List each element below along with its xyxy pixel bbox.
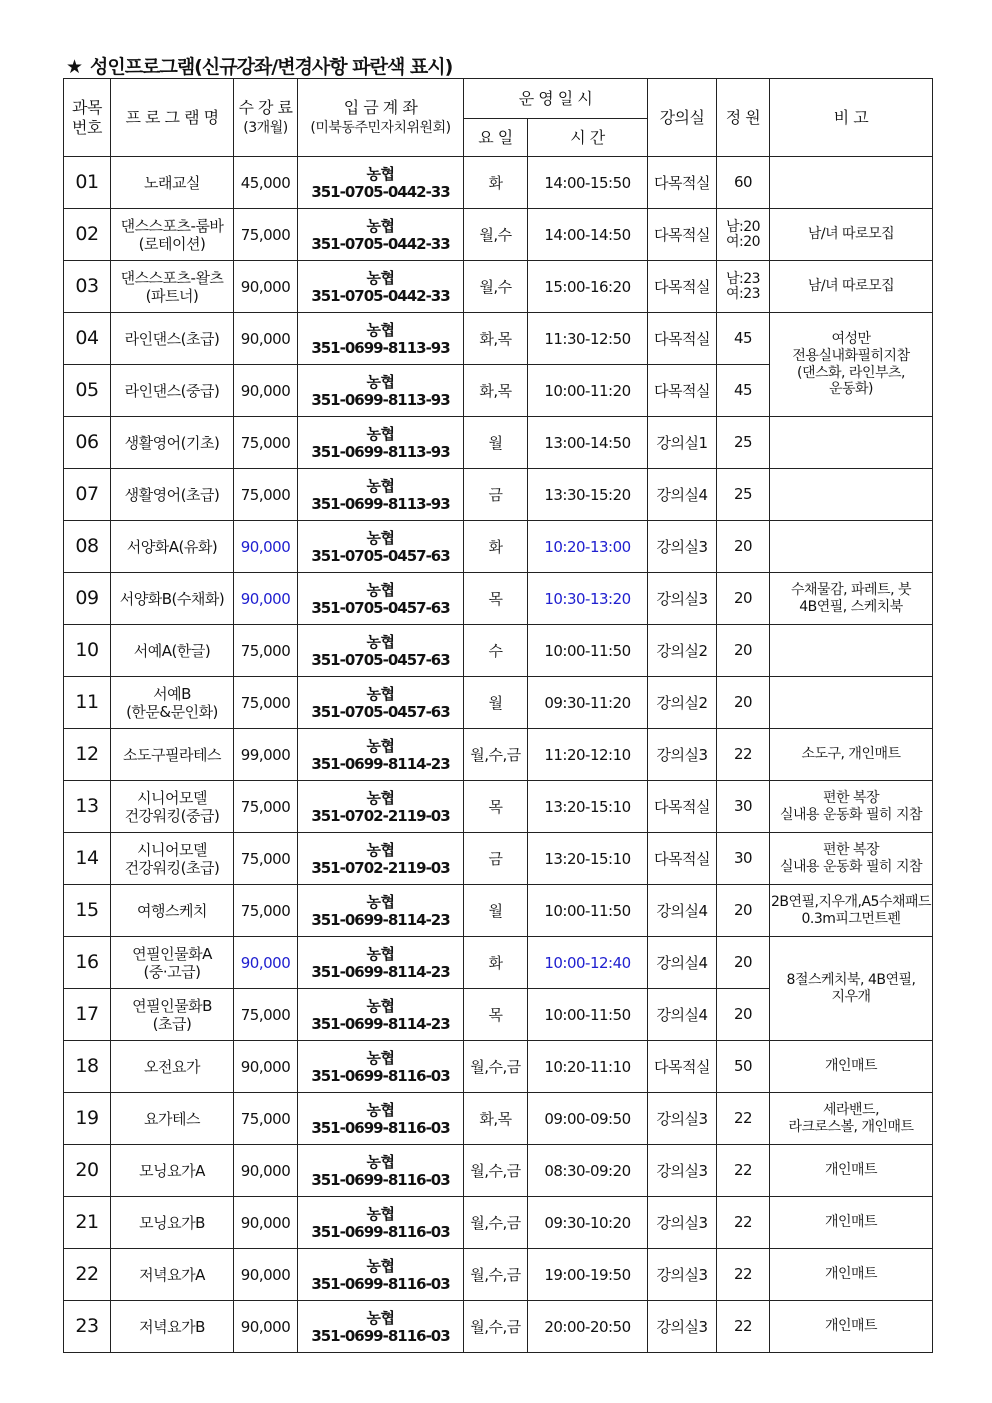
- note: 여성만 전용실내화필히지참 (댄스화, 라인부츠, 운동화): [770, 313, 933, 417]
- capacity: 20: [717, 937, 770, 989]
- account-number: 351-0699-8113-93: [311, 338, 450, 357]
- table-row: [64, 1197, 933, 1249]
- day: 월,수: [464, 209, 528, 261]
- capacity: 45: [717, 365, 770, 417]
- bank-name: 농협: [366, 840, 395, 859]
- account-number: 351-0699-8113-93: [311, 494, 450, 513]
- capacity: 20: [717, 521, 770, 573]
- table-row: [64, 469, 933, 521]
- note: 개인매트: [770, 1249, 933, 1301]
- note: 남/녀 따로모집: [770, 261, 933, 313]
- table-row: [64, 1249, 933, 1301]
- room: 강의실2: [648, 625, 717, 677]
- account: [298, 469, 464, 521]
- room: 다목적실: [648, 1041, 717, 1093]
- program-name: 요가테스: [111, 1093, 234, 1145]
- account-number: 351-0699-8116-03: [311, 1118, 450, 1137]
- capacity: 22: [717, 1145, 770, 1197]
- header-account: 입 금 계 좌 (미북동주민자치위원회): [298, 79, 464, 157]
- time: 13:30-15:20: [528, 469, 648, 521]
- room: 다목적실: [648, 157, 717, 209]
- bank-name: 농협: [366, 788, 395, 807]
- time: 09:30-10:20: [528, 1197, 648, 1249]
- capacity: 25: [717, 469, 770, 521]
- time: 10:00-12:40: [528, 937, 648, 989]
- room: 강의실3: [648, 1093, 717, 1145]
- account-number: 351-0702-2119-03: [311, 806, 450, 825]
- program-name: 라인댄스(초급): [111, 313, 234, 365]
- account: [298, 261, 464, 313]
- bank-name: 농협: [366, 736, 395, 755]
- program-name: 서양화A(유화): [111, 521, 234, 573]
- program-name: 노래교실: [111, 157, 234, 209]
- course-number: 08: [64, 521, 111, 573]
- room: 강의실4: [648, 989, 717, 1041]
- table-row: [64, 729, 933, 781]
- program-name: 모닝요가A: [111, 1145, 234, 1197]
- time: 10:00-11:20: [528, 365, 648, 417]
- note: [770, 521, 933, 573]
- account-number: 351-0699-8114-23: [311, 910, 450, 929]
- course-number: 19: [64, 1093, 111, 1145]
- bank-name: 농협: [366, 320, 395, 339]
- table-row: [64, 157, 933, 209]
- table-row: [64, 1093, 933, 1145]
- time: 11:20-12:10: [528, 729, 648, 781]
- note: 개인매트: [770, 1041, 933, 1093]
- day: 화: [464, 937, 528, 989]
- note: 남/녀 따로모집: [770, 209, 933, 261]
- account: [298, 157, 464, 209]
- program-name: 서예A(한글): [111, 625, 234, 677]
- account: [298, 209, 464, 261]
- capacity: 22: [717, 1301, 770, 1353]
- program-name: 모닝요가B: [111, 1197, 234, 1249]
- capacity: 60: [717, 157, 770, 209]
- program-name: 시니어모델 건강워킹(중급): [111, 781, 234, 833]
- bank-name: 농협: [366, 528, 395, 547]
- account: [298, 625, 464, 677]
- course-number: 06: [64, 417, 111, 469]
- account: [298, 1197, 464, 1249]
- account: [298, 365, 464, 417]
- day: 월,수,금: [464, 1249, 528, 1301]
- room: 다목적실: [648, 365, 717, 417]
- room: 강의실3: [648, 1301, 717, 1353]
- fee: 99,000: [234, 729, 298, 781]
- note: [770, 157, 933, 209]
- room: 강의실4: [648, 885, 717, 937]
- account-number: 351-0705-0457-63: [311, 598, 450, 617]
- table-row: [64, 521, 933, 573]
- bank-name: 농협: [366, 476, 395, 495]
- time: 11:30-12:50: [528, 313, 648, 365]
- capacity: 50: [717, 1041, 770, 1093]
- table-row: [64, 313, 933, 365]
- course-number: 12: [64, 729, 111, 781]
- star-icon: ★: [66, 56, 83, 78]
- day: 월,수,금: [464, 1301, 528, 1353]
- day: 월,수,금: [464, 1197, 528, 1249]
- account: [298, 1093, 464, 1145]
- table-row: [64, 573, 933, 625]
- room: 다목적실: [648, 261, 717, 313]
- time: 14:00-14:50: [528, 209, 648, 261]
- note: [770, 677, 933, 729]
- capacity: 남:23 여:23: [717, 261, 770, 313]
- course-number: 14: [64, 833, 111, 885]
- header-day: 요 일: [464, 119, 528, 157]
- program-name: 여행스케치: [111, 885, 234, 937]
- course-number: 10: [64, 625, 111, 677]
- room: 다목적실: [648, 833, 717, 885]
- room: 다목적실: [648, 781, 717, 833]
- bank-name: 농협: [366, 944, 395, 963]
- table-row: [64, 885, 933, 937]
- capacity: 20: [717, 989, 770, 1041]
- fee: 90,000: [234, 573, 298, 625]
- account: [298, 1145, 464, 1197]
- room: 다목적실: [648, 209, 717, 261]
- time: 10:00-11:50: [528, 885, 648, 937]
- program-name: 연필인물화B (초급): [111, 989, 234, 1041]
- capacity: 남:20 여:20: [717, 209, 770, 261]
- fee: 90,000: [234, 1197, 298, 1249]
- program-name: 라인댄스(중급): [111, 365, 234, 417]
- course-number: 13: [64, 781, 111, 833]
- day: 월,수,금: [464, 1145, 528, 1197]
- program-name: 저녁요가A: [111, 1249, 234, 1301]
- course-number: 09: [64, 573, 111, 625]
- account-number: 351-0705-0442-33: [311, 286, 450, 305]
- table-row: [64, 677, 933, 729]
- bank-name: 농협: [366, 1204, 395, 1223]
- day: 금: [464, 469, 528, 521]
- room: 강의실3: [648, 1145, 717, 1197]
- time: 15:00-16:20: [528, 261, 648, 313]
- room: 강의실3: [648, 729, 717, 781]
- note: 2B연필,지우개,A5수채패드 0.3m피그먼트펜: [770, 885, 933, 937]
- fee: 90,000: [234, 1145, 298, 1197]
- fee: 75,000: [234, 1093, 298, 1145]
- fee: 90,000: [234, 1041, 298, 1093]
- account: [298, 677, 464, 729]
- course-number: 15: [64, 885, 111, 937]
- capacity: 30: [717, 781, 770, 833]
- account-number: 351-0699-8114-23: [311, 962, 450, 981]
- time: 10:20-13:00: [528, 521, 648, 573]
- program-name: 서예B (한문&문인화): [111, 677, 234, 729]
- table-row: [64, 209, 933, 261]
- program-name: 연필인물화A (중·고급): [111, 937, 234, 989]
- table-row: [64, 417, 933, 469]
- account-number: 351-0705-0442-33: [311, 182, 450, 201]
- note: 수채물감, 파레트, 붓 4B연필, 스케치북: [770, 573, 933, 625]
- time: 10:20-11:10: [528, 1041, 648, 1093]
- header-time: 시 간: [528, 119, 648, 157]
- bank-name: 농협: [366, 1100, 395, 1119]
- program-name: 댄스스포츠-왈츠 (파트너): [111, 261, 234, 313]
- title-text: 성인프로그램(신규강좌/변경사항 파란색 표시): [90, 56, 453, 78]
- table-row: [64, 1301, 933, 1353]
- time: 09:30-11:20: [528, 677, 648, 729]
- room: 강의실3: [648, 521, 717, 573]
- header-name: 프 로 그 램 명: [111, 79, 234, 157]
- table-row: [64, 625, 933, 677]
- room: 강의실1: [648, 417, 717, 469]
- account: [298, 885, 464, 937]
- time: 10:30-13:20: [528, 573, 648, 625]
- bank-name: 농협: [366, 372, 395, 391]
- day: 월,수,금: [464, 729, 528, 781]
- day: 월: [464, 677, 528, 729]
- fee: 90,000: [234, 1249, 298, 1301]
- fee: 75,000: [234, 677, 298, 729]
- capacity: 20: [717, 885, 770, 937]
- header-fee: 수 강 료 (3개월): [234, 79, 298, 157]
- program-table: [63, 78, 933, 1353]
- page-title: [66, 52, 452, 79]
- course-number: 23: [64, 1301, 111, 1353]
- course-number: 03: [64, 261, 111, 313]
- bank-name: 농협: [366, 164, 395, 183]
- room: 강의실4: [648, 469, 717, 521]
- capacity: 20: [717, 625, 770, 677]
- note: 소도구, 개인매트: [770, 729, 933, 781]
- time: 13:00-14:50: [528, 417, 648, 469]
- account-number: 351-0699-8116-03: [311, 1326, 450, 1345]
- capacity: 22: [717, 1249, 770, 1301]
- room: 강의실2: [648, 677, 717, 729]
- note: [770, 417, 933, 469]
- header-room: 강의실: [648, 79, 717, 157]
- account: [298, 313, 464, 365]
- account-number: 351-0705-0442-33: [311, 234, 450, 253]
- capacity: 20: [717, 573, 770, 625]
- capacity: 30: [717, 833, 770, 885]
- fee: 75,000: [234, 885, 298, 937]
- course-number: 02: [64, 209, 111, 261]
- room: 강의실3: [648, 573, 717, 625]
- account: [298, 417, 464, 469]
- account: [298, 989, 464, 1041]
- account-number: 351-0699-8114-23: [311, 1014, 450, 1033]
- note: 편한 복장 실내용 운동화 필히 지참: [770, 781, 933, 833]
- day: 목: [464, 573, 528, 625]
- note: 세라밴드, 라크로스볼, 개인매트: [770, 1093, 933, 1145]
- course-number: 11: [64, 677, 111, 729]
- account-number: 351-0699-8116-03: [311, 1274, 450, 1293]
- bank-name: 농협: [366, 268, 395, 287]
- program-name: 생활영어(초급): [111, 469, 234, 521]
- account-number: 351-0699-8113-93: [311, 442, 450, 461]
- account: [298, 521, 464, 573]
- time: 14:00-15:50: [528, 157, 648, 209]
- time: 20:00-20:50: [528, 1301, 648, 1353]
- fee: 75,000: [234, 209, 298, 261]
- day: 목: [464, 989, 528, 1041]
- room: 강의실4: [648, 937, 717, 989]
- time: 13:20-15:10: [528, 833, 648, 885]
- account-number: 351-0699-8116-03: [311, 1170, 450, 1189]
- note: [770, 625, 933, 677]
- day: 화,목: [464, 313, 528, 365]
- course-number: 18: [64, 1041, 111, 1093]
- bank-name: 농협: [366, 996, 395, 1015]
- day: 월,수: [464, 261, 528, 313]
- account: [298, 833, 464, 885]
- bank-name: 농협: [366, 1152, 395, 1171]
- bank-name: 농협: [366, 216, 395, 235]
- account-number: 351-0705-0457-63: [311, 650, 450, 669]
- time: 10:00-11:50: [528, 989, 648, 1041]
- account: [298, 937, 464, 989]
- table-row: [64, 1041, 933, 1093]
- fee: 45,000: [234, 157, 298, 209]
- account: [298, 1249, 464, 1301]
- day: 화,목: [464, 1093, 528, 1145]
- account-number: 351-0705-0457-63: [311, 702, 450, 721]
- account-number: 351-0699-8113-93: [311, 390, 450, 409]
- course-number: 21: [64, 1197, 111, 1249]
- bank-name: 농협: [366, 684, 395, 703]
- day: 목: [464, 781, 528, 833]
- time: 19:00-19:50: [528, 1249, 648, 1301]
- course-number: 16: [64, 937, 111, 989]
- header-no: 과목 번호: [64, 79, 111, 157]
- capacity: 22: [717, 1197, 770, 1249]
- note: 8절스케치북, 4B연필, 지우개: [770, 937, 933, 1041]
- table-row: [64, 1145, 933, 1197]
- fee: 90,000: [234, 937, 298, 989]
- fee: 75,000: [234, 781, 298, 833]
- capacity: 22: [717, 1093, 770, 1145]
- bank-name: 농협: [366, 424, 395, 443]
- fee: 90,000: [234, 261, 298, 313]
- time: 13:20-15:10: [528, 781, 648, 833]
- course-number: 05: [64, 365, 111, 417]
- day: 화: [464, 521, 528, 573]
- capacity: 25: [717, 417, 770, 469]
- account: [298, 1041, 464, 1093]
- course-number: 07: [64, 469, 111, 521]
- time: 08:30-09:20: [528, 1145, 648, 1197]
- bank-name: 농협: [366, 632, 395, 651]
- day: 화: [464, 157, 528, 209]
- note: 개인매트: [770, 1301, 933, 1353]
- course-number: 22: [64, 1249, 111, 1301]
- fee: 75,000: [234, 469, 298, 521]
- account-number: 351-0699-8116-03: [311, 1066, 450, 1085]
- account: [298, 781, 464, 833]
- note: 편한 복장 실내용 운동화 필히 지참: [770, 833, 933, 885]
- day: 월,수,금: [464, 1041, 528, 1093]
- room: 강의실3: [648, 1249, 717, 1301]
- room: 다목적실: [648, 313, 717, 365]
- day: 월: [464, 885, 528, 937]
- table-row: [64, 937, 933, 989]
- program-name: 서양화B(수채화): [111, 573, 234, 625]
- note: 개인매트: [770, 1145, 933, 1197]
- capacity: 45: [717, 313, 770, 365]
- account-number: 351-0699-8114-23: [311, 754, 450, 773]
- fee: 90,000: [234, 1301, 298, 1353]
- fee: 90,000: [234, 313, 298, 365]
- account-number: 351-0702-2119-03: [311, 858, 450, 877]
- day: 수: [464, 625, 528, 677]
- fee: 90,000: [234, 365, 298, 417]
- time: 10:00-11:50: [528, 625, 648, 677]
- course-number: 01: [64, 157, 111, 209]
- note: [770, 469, 933, 521]
- course-number: 04: [64, 313, 111, 365]
- account: [298, 729, 464, 781]
- header-note: 비 고: [770, 79, 933, 157]
- account: [298, 1301, 464, 1353]
- bank-name: 농협: [366, 1256, 395, 1275]
- day: 월: [464, 417, 528, 469]
- fee: 75,000: [234, 833, 298, 885]
- program-name: 시니어모델 건강워킹(초급): [111, 833, 234, 885]
- account-number: 351-0705-0457-63: [311, 546, 450, 565]
- bank-name: 농협: [366, 580, 395, 599]
- bank-name: 농협: [366, 1048, 395, 1067]
- course-number: 20: [64, 1145, 111, 1197]
- table-row: [64, 781, 933, 833]
- program-name: 댄스스포츠-룸바 (로테이션): [111, 209, 234, 261]
- capacity: 20: [717, 677, 770, 729]
- program-name: 저녁요가B: [111, 1301, 234, 1353]
- fee: 75,000: [234, 989, 298, 1041]
- program-name: 소도구필라테스: [111, 729, 234, 781]
- account-number: 351-0699-8116-03: [311, 1222, 450, 1241]
- fee: 75,000: [234, 417, 298, 469]
- time: 09:00-09:50: [528, 1093, 648, 1145]
- program-name: 생활영어(기초): [111, 417, 234, 469]
- header-capacity: 정 원: [717, 79, 770, 157]
- table-row: [64, 833, 933, 885]
- bank-name: 농협: [366, 1308, 395, 1327]
- day: 금: [464, 833, 528, 885]
- course-number: 17: [64, 989, 111, 1041]
- program-name: 오전요가: [111, 1041, 234, 1093]
- day: 화,목: [464, 365, 528, 417]
- account: [298, 573, 464, 625]
- bank-name: 농협: [366, 892, 395, 911]
- fee: 90,000: [234, 521, 298, 573]
- capacity: 22: [717, 729, 770, 781]
- table-row: [64, 261, 933, 313]
- header-schedule: 운 영 일 시: [464, 79, 648, 119]
- room: 강의실3: [648, 1197, 717, 1249]
- fee: 75,000: [234, 625, 298, 677]
- note: 개인매트: [770, 1197, 933, 1249]
